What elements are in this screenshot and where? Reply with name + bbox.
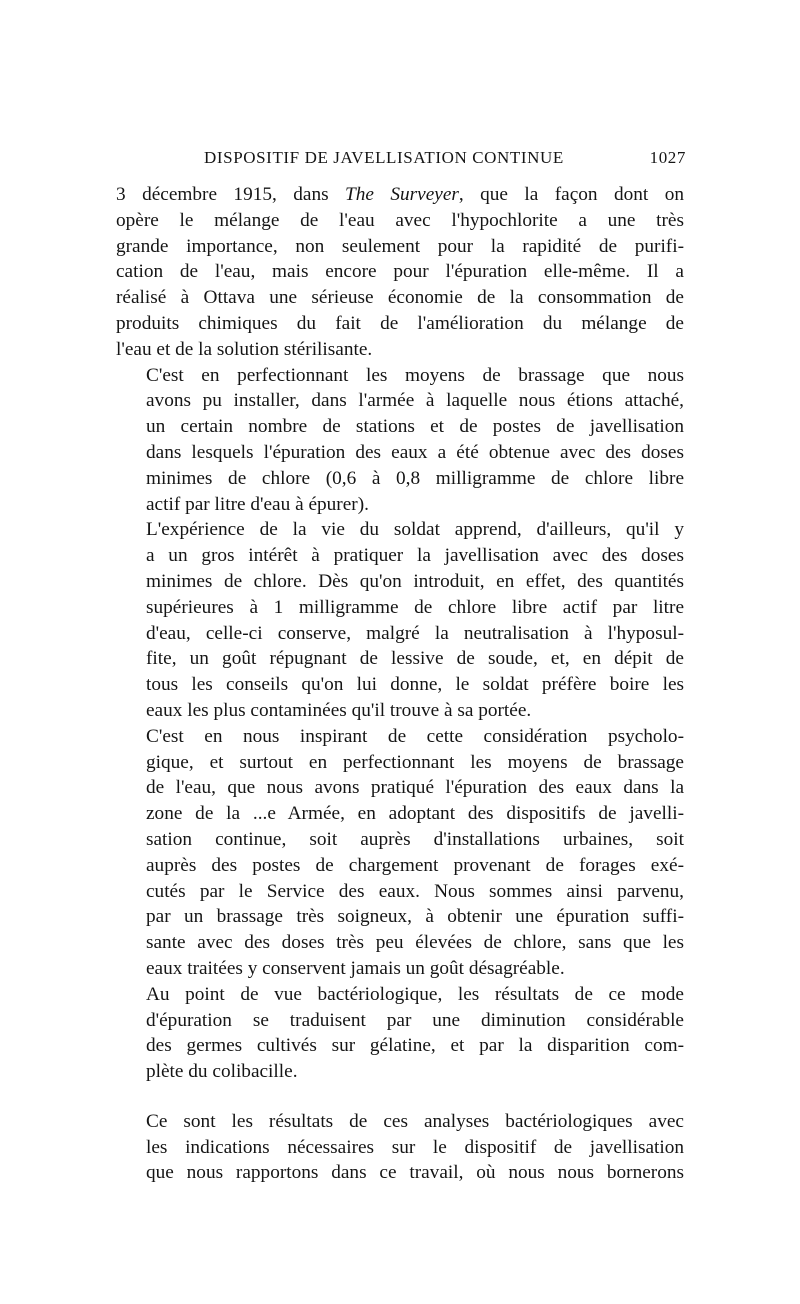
journal-title: The Surveyer: [345, 184, 459, 205]
text-line: dans lesquels l'épuration des eaux a été obtenue avec des doses: [146, 441, 684, 463]
text-line: zone de la ...e Armée, en adoptant des dispositifs de javelli-: [146, 803, 684, 825]
paragraph-4: [116, 724, 684, 982]
text-line: opère le mélange de l'eau avec l'hypochlorite a une très: [116, 209, 684, 231]
text-line: gique, et surtout en perfectionnant les moyens de brassage: [146, 751, 684, 773]
paragraph-5: [116, 982, 684, 1085]
body-text: [116, 182, 684, 1186]
text-line: des germes cultivés sur gélatine, et par la disparition com-: [146, 1035, 684, 1057]
running-title: DISPOSITIF DE JAVELLISATION CONTINUE: [204, 148, 564, 167]
text-line: 3 décembre 1915, dans The Surveyer, que la façon dont on: [116, 184, 684, 205]
text-line: un certain nombre de stations et de postes de javellisation: [146, 416, 684, 438]
paragraph-3: [116, 517, 684, 723]
paragraph-2: [116, 363, 684, 518]
text-line: sante avec des doses très peu élevées de chlore, sans que les: [146, 932, 684, 954]
text-line: Ce sont les résultats de ces analyses bactériologiques avec: [146, 1110, 684, 1132]
paragraph-1: [116, 182, 684, 363]
text-line: C'est en perfectionnant les moyens de brassage que nous: [146, 364, 684, 386]
text-line: d'eau, celle-ci conserve, malgré la neutralisation à l'hyposul-: [146, 622, 684, 644]
text-line: l'eau et de la solution stérilisante.: [116, 338, 373, 360]
text-line: a un gros intérêt à pratiquer la javellisation avec des doses: [146, 545, 684, 567]
page-number: 1027: [649, 148, 686, 167]
text-line: eaux les plus contaminées qu'il trouve à sa portée.: [146, 699, 532, 721]
text-line: tous les conseils qu'on lui donne, le soldat préfère boire les: [146, 674, 684, 696]
text-line: réalisé à Ottava une sérieuse économie de la consommation de: [116, 287, 684, 309]
text-line: cutés par le Service des eaux. Nous sommes ainsi parvenu,: [146, 880, 684, 902]
text-line: minimes de chlore. Dès qu'on introduit, en effet, des quantités: [146, 570, 684, 592]
text-line: que nous rapportons dans ce travail, où nous nous bornerons: [146, 1162, 684, 1184]
text-line: d'épuration se traduisent par une diminution considérable: [146, 1009, 684, 1031]
text-line: grande importance, non seulement pour la rapidité de purifi-: [116, 235, 684, 257]
text-line: actif par litre d'eau à épurer).: [146, 493, 369, 515]
text-line: produits chimiques du fait de l'amélioration du mélange de: [116, 312, 684, 334]
text-line: C'est en nous inspirant de cette considération psycholo-: [146, 725, 684, 747]
text-line: les indications nécessaires sur le dispositif de javellisation: [146, 1136, 684, 1158]
text-line: Au point de vue bactériologique, les résultats de ce mode: [146, 983, 684, 1005]
text-line: avons pu installer, dans l'armée à laquelle nous étions attaché,: [146, 390, 684, 412]
text-line: sation continue, soit auprès d'installations urbaines, soit: [146, 828, 684, 850]
text-line: fite, un goût répugnant de lessive de soude, et, en dépit de: [146, 648, 684, 670]
text-line: minimes de chlore (0,6 à 0,8 milligramme de chlore libre: [146, 467, 684, 489]
paragraph-6: [116, 1109, 684, 1186]
text-line: L'expérience de la vie du soldat apprend, d'ailleurs, qu'il y: [146, 519, 684, 541]
text-line: par un brassage très soigneux, à obtenir une épuration suffi-: [146, 906, 684, 928]
text-line: eaux traitées y conservent jamais un goût désagréable.: [146, 957, 565, 979]
text-line: supérieures à 1 milligramme de chlore libre actif par litre: [146, 596, 684, 618]
text-line: auprès des postes de chargement provenant de forages exé-: [146, 854, 684, 876]
text-line: cation de l'eau, mais encore pour l'épuration elle-même. Il a: [116, 261, 684, 283]
text-line: plète du colibacille.: [146, 1061, 298, 1083]
text-line: de l'eau, que nous avons pratiqué l'épuration des eaux dans la: [146, 777, 684, 799]
